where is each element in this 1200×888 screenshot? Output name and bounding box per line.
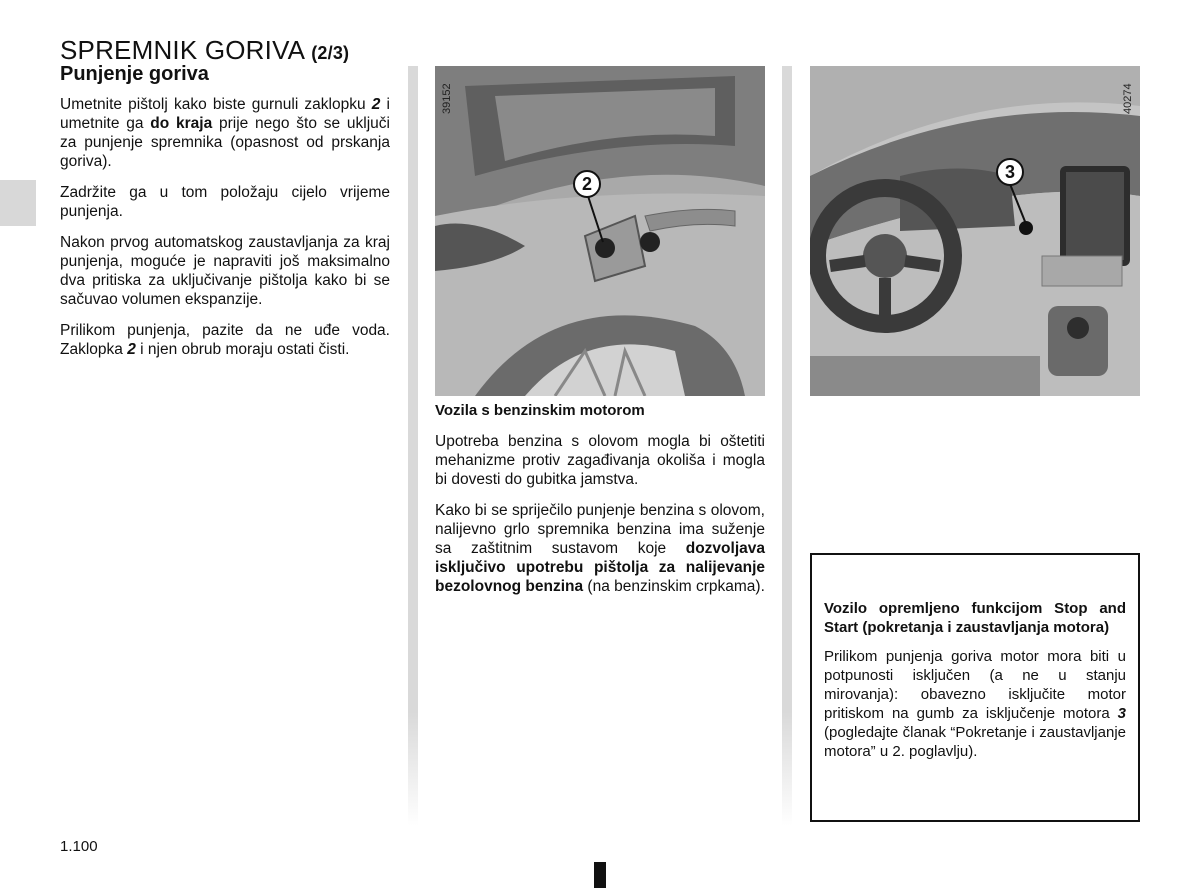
chapter-tab [0,180,36,226]
column-separator-left [408,66,418,826]
callout-3: 3 [996,158,1024,186]
column-separator-right [782,66,792,826]
ref-button-3: 3 [1117,705,1126,722]
paragraph-auto-stop: Nakon prvog automatskog zaustavljanja za kraj punjenja, moguće je napraviti još maksimalno dva pritiska za uključivanje pištolja kako bi se sačuvao volumen ekspanzije. [60,234,390,308]
callout-2: 2 [573,170,601,198]
paragraph-hold-position: Zadržite ga u tom položaju cijelo vrijeme punjenja. [60,184,390,220]
paragraph-water-warning: Prilikom punjenja, pazite da ne uđe voda. Zaklopka 2 i njen obrub moraju ostati čisti. [60,322,390,358]
caption-stop-start: Vozilo opremljeno funkcijom Stop and Start (pokretanja i zaustavljanja motora) [824,600,1126,636]
page-title-text: SPREMNIK GORIVA [60,35,304,66]
fuel-flap-drawing [435,66,765,396]
page-marker-bar [594,862,606,888]
paragraph-filler-neck: Kako bi se spriječilo punjenje benzina s olovom, nalijevno grlo spremnika benzina ima suženje sa zaštitnim sustavom koje dozvoljava isključivo upotrebu pištolja za nalijevanje bezolovnog benzina (na benzinskim crpkama). [435,502,765,595]
paragraph-engine-off: Prilikom punjenja goriva motor mora biti u potpunosti isključen (a ne u stanju mirovanja): obavezno isključite motor pritiskom na gumb za isključenje motora 3 (pogledajte članak “Pokretanje i zaustavljanje motora” u 2. poglavlju). [824,648,1126,760]
left-column [60,95,390,371]
paragraph-insert-nozzle: Umetnite pištolj kako biste gurnuli zaklopku 2 i umetnite ga do kraja prije nego što se uključi za punjenje spremnika (opasnost od prskanja goriva). [60,96,390,170]
fuel-flap-illustration [435,66,765,396]
stop-start-note-box [810,553,1140,822]
caption-petrol-vehicles: Vozila s benzinskim motorom [435,402,645,419]
ref-flap-2: 2 [371,96,381,113]
figure-number-1: 39152 [441,83,453,114]
page-number: 1.100 [60,838,98,855]
dashboard-illustration [810,66,1140,396]
dashboard-drawing [810,66,1140,396]
middle-column [435,401,765,608]
page-title-suffix: (2/3) [311,43,350,64]
paragraph-leaded-fuel: Upotreba benzina s olovom mogla bi oštetiti mehanizme protiv zagađivanja okoliša i mogla bi dovesti do gubitka jamstva. [435,433,765,488]
section-heading: Punjenje goriva [60,63,209,85]
figure-number-2: 40274 [1122,83,1134,114]
page-title [60,35,349,66]
